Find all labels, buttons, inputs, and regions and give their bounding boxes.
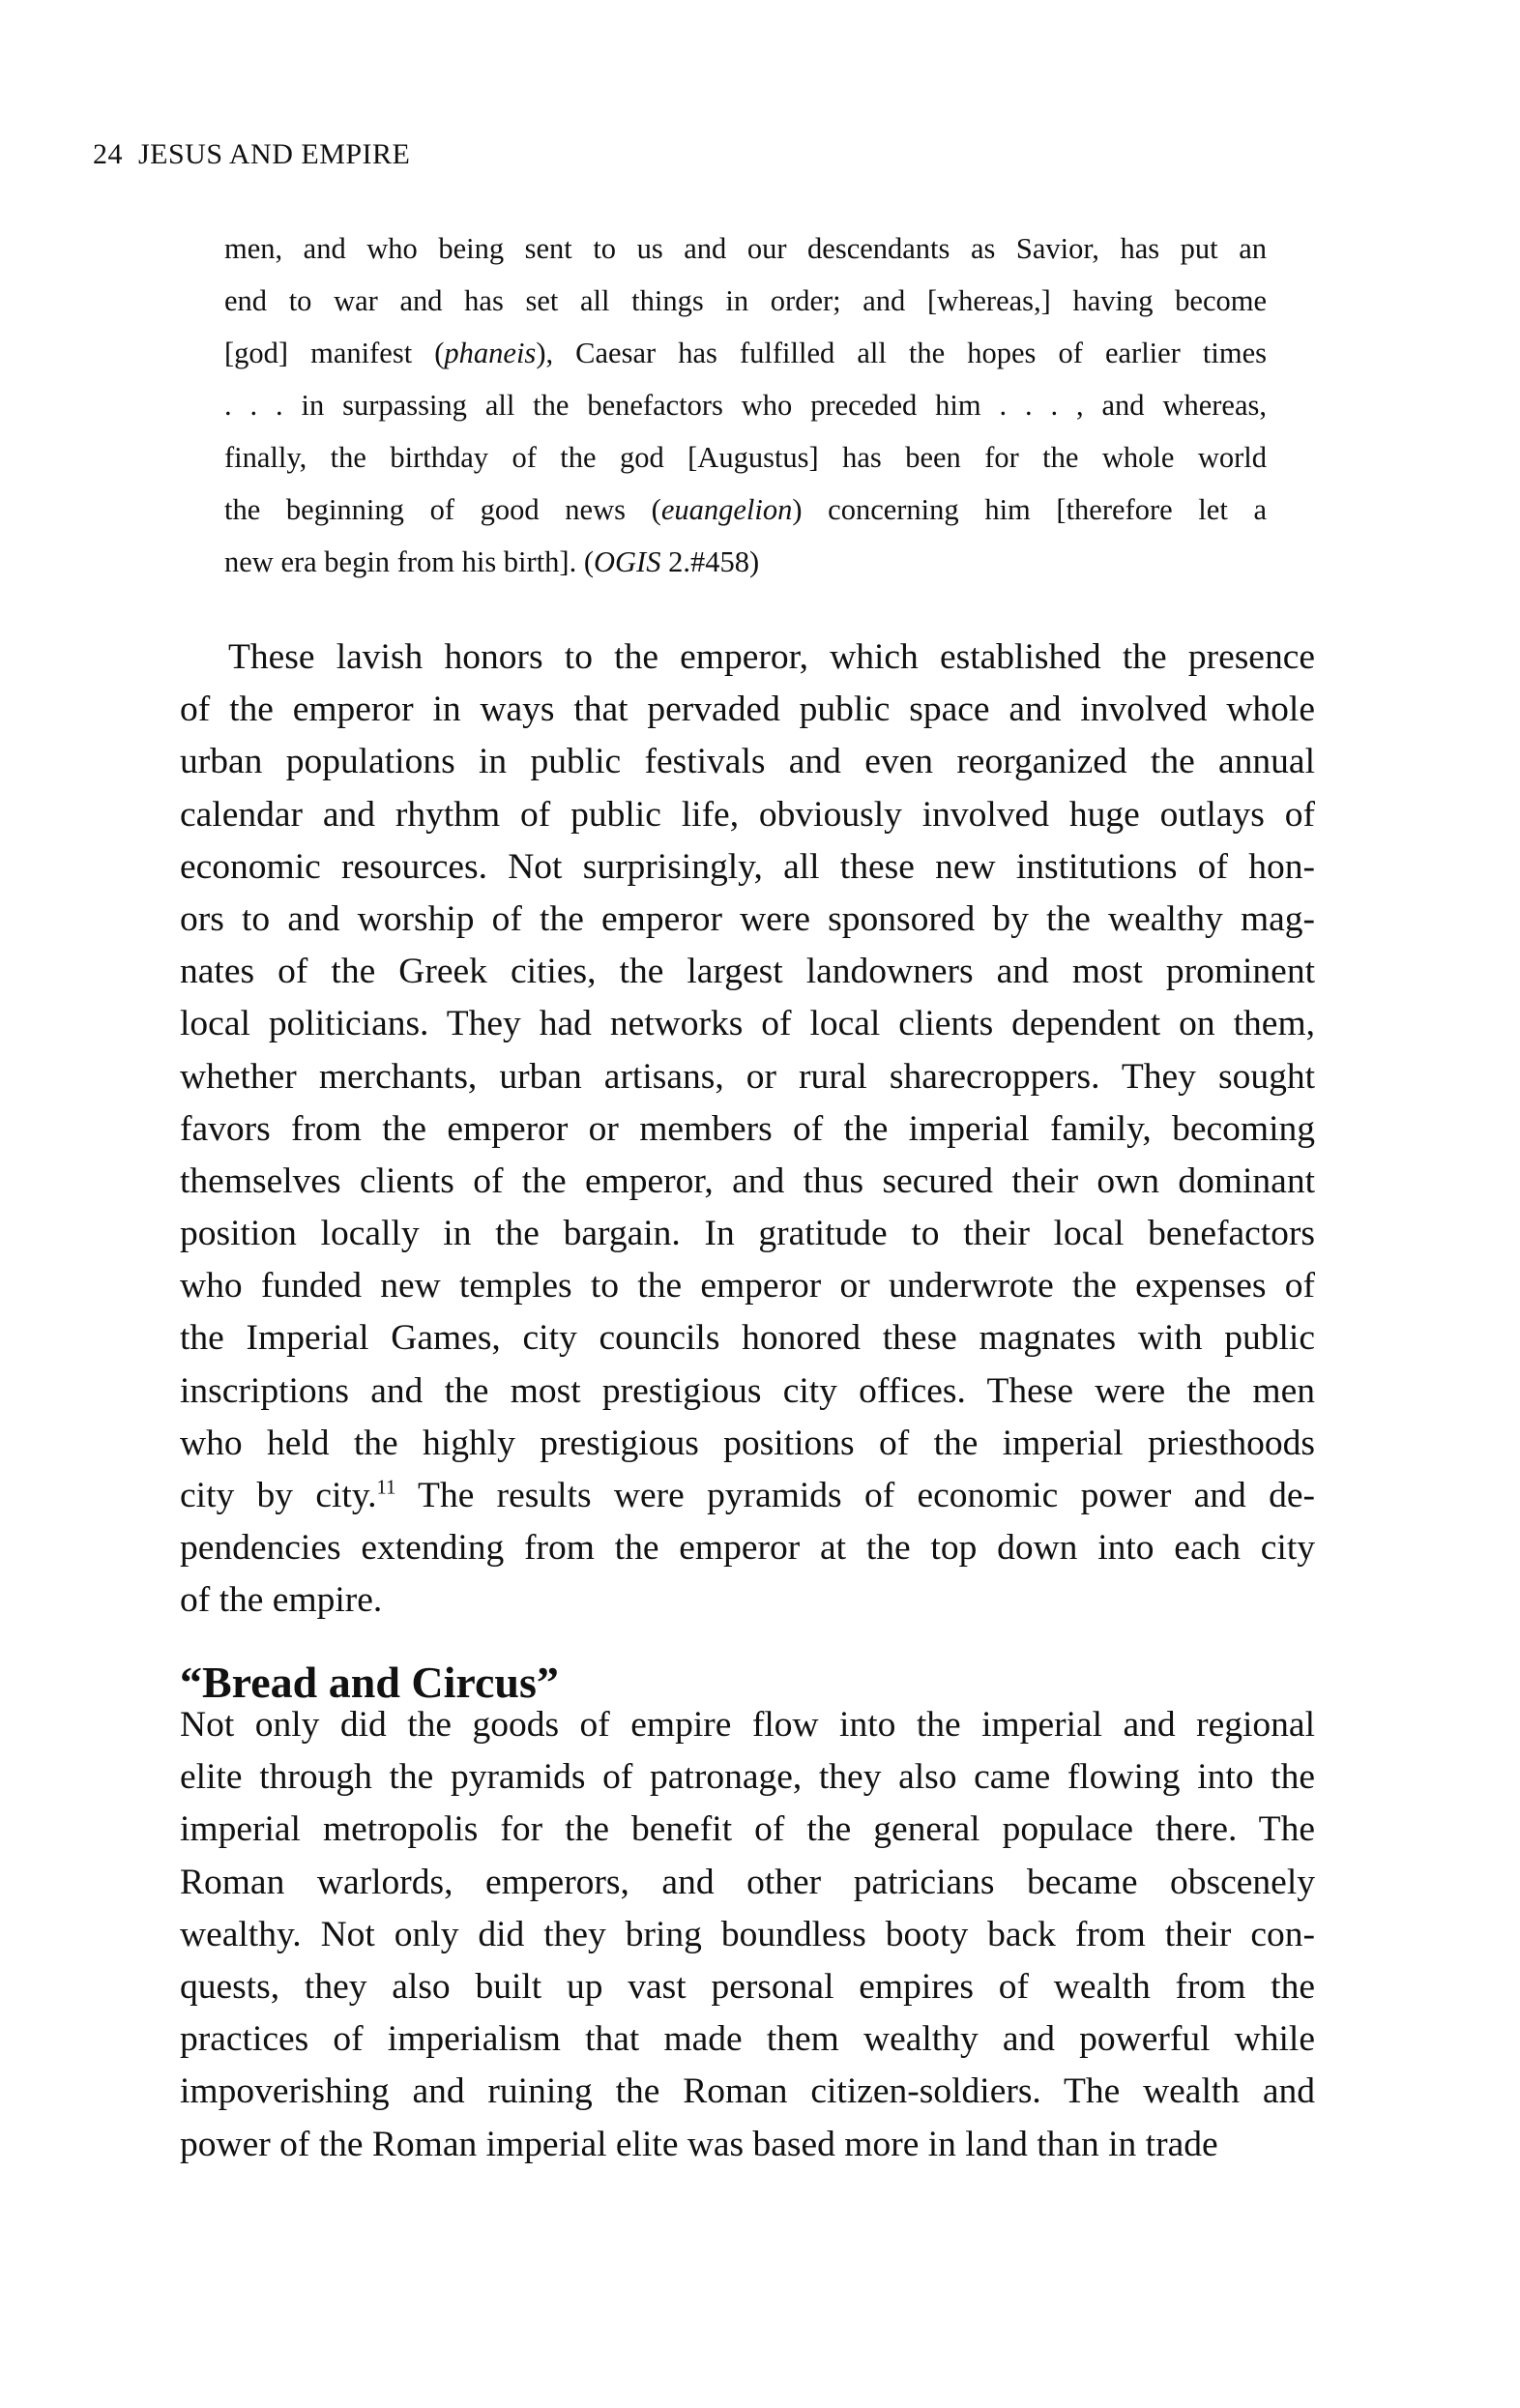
text-line: of the emperor in ways that pervaded public space and involved whole	[180, 690, 1315, 730]
text-line: whether merchants, urban artisans, or rural sharecroppers. They sought	[180, 1056, 1315, 1097]
text-line: local politicians. They had networks of local clients dependent on them,	[180, 1004, 1315, 1044]
body-paragraph-1	[180, 631, 1315, 1628]
text-line: of the empire.	[180, 1580, 383, 1621]
body-paragraph-2	[180, 1699, 1315, 2171]
text-line: new era begin from his birth]. (OGIS 2.#458)	[224, 545, 760, 578]
book-title: JESUS AND EMPIRE	[138, 138, 411, 170]
text-line: imperial metropolis for the benefit of the general populace there. The	[180, 1809, 1315, 1850]
text-line: [god] manifest (phaneis), Caesar has fulfilled all the hopes of earlier times	[224, 337, 1267, 369]
text-line: themselves clients of the emperor, and thus secured their own dominant	[180, 1160, 1315, 1201]
text-line: position locally in the bargain. In gratitude to their local benefactors	[180, 1214, 1315, 1254]
italic-term: phaneis	[444, 337, 537, 369]
text-line: end to war and has set all things in order; and [whereas,] having become	[224, 284, 1267, 317]
text-line: power of the Roman imperial elite was based more in land than in trade	[180, 2124, 1218, 2164]
text-line: ors to and worship of the emperor were sponsored by the wealthy mag-	[180, 898, 1315, 939]
text-line: practices of imperialism that made them wealthy and powerful while	[180, 2019, 1315, 2060]
text-line: finally, the birthday of the god [Augustus] has been for the whole world	[224, 441, 1267, 474]
text-line: impoverishing and ruining the Roman citizen-soldiers. The wealth and	[180, 2071, 1315, 2112]
text-line: men, and who being sent to us and our descendants as Savior, has put an	[224, 232, 1267, 265]
section-heading: “Bread and Circus”	[180, 1658, 559, 1707]
text-line: nates of the Greek cities, the largest landowners and most prominent	[180, 952, 1315, 992]
italic-term: euangelion	[660, 493, 793, 526]
block-quote-extract	[224, 222, 1267, 588]
text-line: pendencies extending from the emperor at the top down into each city	[180, 1528, 1315, 1569]
text-line: quests, they also built up vast personal empires of wealth from the	[180, 1966, 1315, 2007]
running-head	[93, 135, 410, 174]
text-line: wealthy. Not only did they bring boundless booty back from their con-	[180, 1914, 1315, 1954]
text-line: the Imperial Games, city councils honored these magnates with public	[180, 1318, 1315, 1359]
text-line: favors from the emperor or members of the imperial family, becoming	[180, 1108, 1315, 1149]
text-line: . . . in surpassing all the benefactors who preceded him . . . , and whereas,	[224, 389, 1267, 422]
text-line: Roman warlords, emperors, and other patricians became obscenely	[180, 1862, 1315, 1902]
text-line: urban populations in public festivals and even reorganized the annual	[180, 742, 1315, 782]
text-line: Not only did the goods of empire flow into the imperial and regional	[180, 1705, 1315, 1745]
text-line: city by city.$^{11}$ The results were pyramids of economic power and de-	[180, 1476, 1315, 1515]
text-line: inscriptions and the most prestigious city offices. These were the men	[180, 1370, 1315, 1411]
italic-term: OGIS	[593, 545, 661, 578]
text-line: who held the highly prestigious positions of the imperial priesthoods	[180, 1423, 1315, 1463]
text-line: elite through the pyramids of patronage, they also came flowing into the	[180, 1757, 1315, 1798]
text-line: These lavish honors to the emperor, which established the presence	[228, 637, 1315, 677]
text-line: economic resources. Not surprisingly, all these new institutions of hon-	[180, 846, 1315, 887]
text-line: the beginning of good news (euangelion) concerning him [therefore let a	[224, 493, 1267, 526]
footnote-marker: 11	[376, 1477, 396, 1499]
text-line: calendar and rhythm of public life, obviously involved huge outlays of	[180, 794, 1315, 835]
text-line: who funded new temples to the emperor or underwrote the expenses of	[180, 1266, 1315, 1307]
page-number: 24	[93, 138, 123, 170]
